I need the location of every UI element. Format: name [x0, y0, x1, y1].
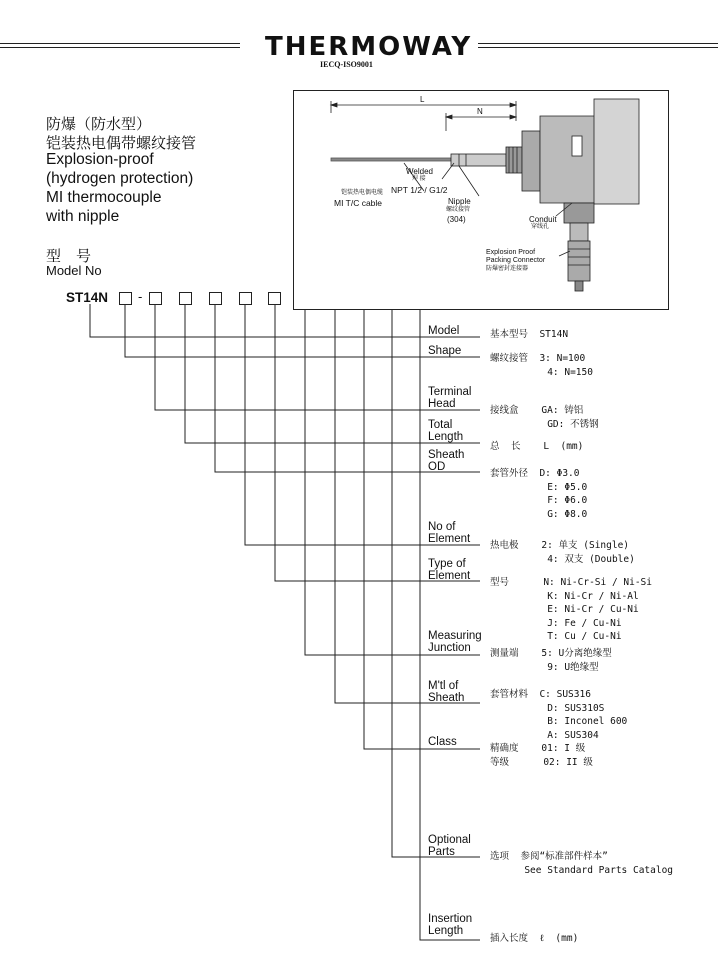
code-dash: -: [138, 289, 143, 304]
drawing-nipple-mat: (304): [447, 215, 466, 224]
product-drawing: [293, 90, 669, 310]
drawing-cable-cn: 铠装热电偶电缆: [341, 190, 384, 196]
drawing-nipple-en: Nipple: [448, 197, 471, 206]
drawing-conduit-cn: 穿线孔: [531, 224, 550, 230]
brand-logo: THERMOWAY: [265, 32, 473, 62]
title-en-2: (hydrogen protection): [46, 170, 194, 187]
row-desc-optional-parts: 选项 参阅“标准部件样本” See Standard Parts Catalog: [490, 851, 674, 876]
title-cn-2: 铠装热电偶带螺纹接管: [46, 134, 197, 152]
row-label-no-of-element: No of Element: [428, 521, 471, 545]
title-en-3: MI thermocouple: [46, 189, 162, 206]
title-cn-1: 防爆（防水型）: [46, 115, 152, 133]
drawing-welded-en: Welded: [406, 167, 433, 176]
title-en-4: with nipple: [46, 208, 120, 225]
row-label-insertion-length: Insertion Length: [428, 913, 473, 937]
drawing-dim-l: L: [420, 95, 425, 104]
row-label-terminal-head: Terminal Head: [428, 386, 472, 410]
row-desc-measuring-junction: 测量端 5: U分离绝缘型 9: U绝缘型: [490, 648, 612, 673]
drawing-conduit-en: Conduit: [529, 215, 557, 224]
drawing-thread: NPT 1/2 / G1/2: [391, 185, 448, 195]
drawing-cable-en: MI T/C cable: [334, 198, 383, 208]
row-desc-sheath-od: 套管外径 D: Φ3.0 E: Φ5.0 F: Φ6.0 G: Φ8.0: [490, 468, 588, 520]
drawing-packing-cn: 防爆密封连接器: [486, 266, 529, 272]
row-desc-terminal-head: 接线盒 GA: 铸铝 GD: 不锈钢: [490, 405, 599, 430]
row-label-model: Model: [428, 325, 460, 337]
drawing-packing-en1: Explosion Proof: [486, 249, 536, 256]
row-label-shape: Shape: [428, 345, 462, 357]
row-desc-model: 基本型号 ST14N: [490, 329, 569, 340]
drawing-welded-cn: 焊 接: [412, 176, 426, 182]
row-desc-insertion-length: 插入长度 ℓ (mm): [490, 933, 579, 944]
row-label-type-of-element: Type of Element: [428, 558, 471, 582]
row-label-total-length: Total Length: [428, 419, 464, 443]
row-desc-total-length: 总 长 L (mm): [490, 441, 584, 452]
model-label-en: Model No: [46, 263, 102, 278]
row-label-sheath-od: Sheath OD: [428, 449, 465, 473]
model-label-cn: 型 号: [46, 247, 92, 265]
row-desc-type-of-element: 型号 N: Ni-Cr-Si / Ni-Si K: Ni-Cr / Ni-Al E: Ni-Cr / Cu-Ni J: Fe / Cu-Ni T: Cu / Cu-Ni: [490, 577, 652, 642]
row-desc-no-of-element: 热电极 2: 单支 (Single) 4: 双支 (Double): [490, 540, 635, 565]
row-desc-class: 精确度 01: I 级 等级 02: II 级: [490, 743, 593, 768]
row-label-class: Class: [428, 736, 457, 748]
row-label-optional-parts: Optional Parts: [428, 834, 471, 858]
row-label-measuring-junction: Measuring Junction: [428, 630, 482, 654]
row-desc-shape: 螺纹接管 3: N=100 4: N=150: [490, 353, 593, 378]
drawing-dim-n: N: [477, 107, 483, 116]
title-en-1: Explosion-proof: [46, 151, 154, 168]
model-code-prefix: ST14N: [66, 290, 109, 305]
drawing-packing-en2: Packing Connector: [486, 257, 546, 264]
row-desc-mtl-of-sheath: 套管材料 C: SUS316 D: SUS310S B: Inconel 600 A: SUS304: [490, 689, 628, 741]
row-label-mtl-of-sheath: M'tl of Sheath: [428, 680, 465, 704]
drawing-nipple-cn: 螺纹接管: [446, 207, 471, 213]
cert-label: IECQ-ISO9001: [320, 60, 373, 69]
